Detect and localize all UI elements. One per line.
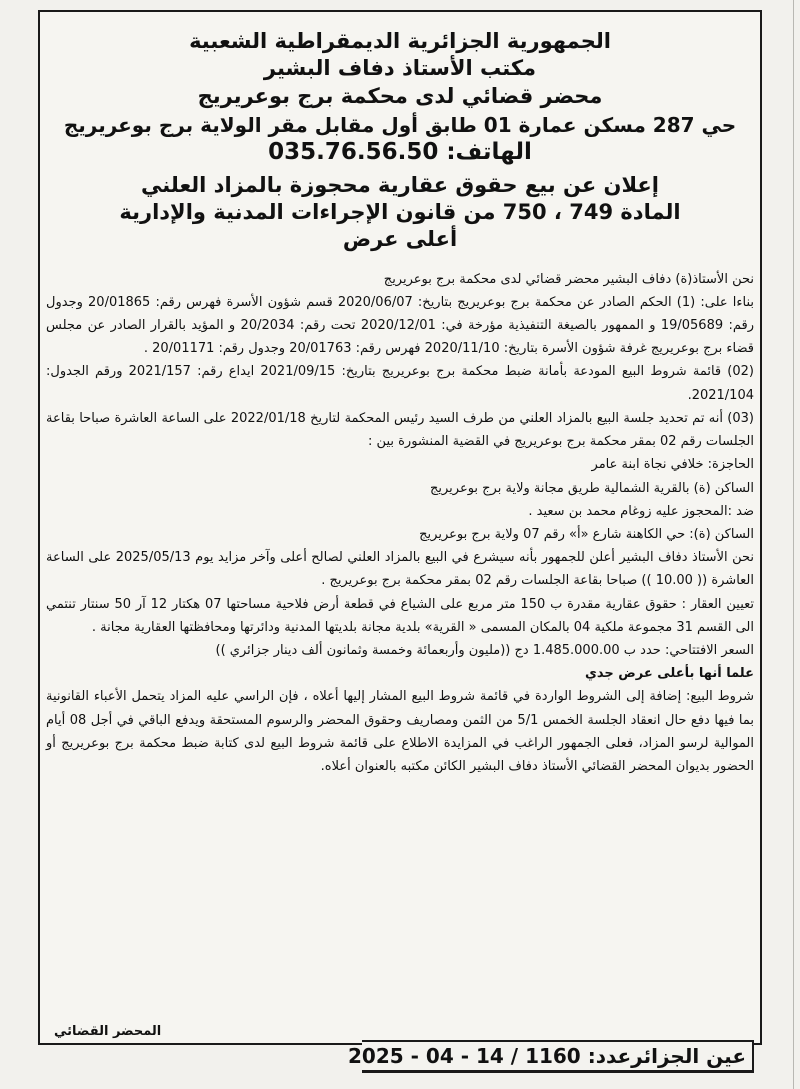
- seized-party: ضد :المحجوز عليه زوغام محمد بن سعيد .: [528, 503, 754, 519]
- auction-announcement: نحن الأستاذ دفاف البشير أعلن للجمهور بأنه سيشرع في البيع بالمزاد العلني لصالح أعلى وآخر مزايد يوم 2025/05/13 على الساعة العاشرة (( 10.00 )) صباحا بقاعة الجلسات رقم 02 بمقر محكمة برج بوعريريج .: [46, 550, 754, 589]
- legal-articles: المادة 749 ، 750 من قانون الإجراءات المدنية والإدارية: [119, 200, 681, 225]
- intro-paragraph: نحن الأستاذ(ة) دفاف البشير محضر قضائي لدى محكمة برج بوعريريج: [383, 271, 754, 287]
- seizing-party-address: الساكن (ة) بالقرية الشمالية طريق مجانة ولاية برج بوعريريج: [429, 480, 754, 496]
- notice-title: إعلان عن بيع حقوق عقارية محجوزة بالمزاد العلني: [141, 172, 659, 197]
- bailiff-signature: المحضر القضائي: [54, 1024, 162, 1039]
- auction-notice: [38, 10, 762, 1045]
- office-phone: الهاتف: 035.76.56.50: [268, 138, 532, 165]
- page-edge-line: [793, 0, 794, 1089]
- property-description: تعيين العقار : حقوق عقارية مقدرة ب 150 متر مربع على الشياع في قطعة أرض فلاحية مساحتها 07 هكتار 12 آر 50 سنتار تنتمي الى القسم 31 مجموعة ملكية 04 بالمكان المسمى « القرية» بلدية مجانة بلديتها المدنية ودائرتها ومحافظتها العقارية مجانة .: [46, 596, 755, 635]
- republic-title: الجمهورية الجزائرية الديمقراطية الشعبية: [189, 29, 611, 53]
- opening-price: السعر الافتتاحي: حدد ب 1.485.000.00 دج ((مليون وأربعمائة وخمسة وثمانون ألف دينار جزائري )): [215, 642, 754, 658]
- session-paragraph: (03) أنه تم تحديد جلسة البيع بالمزاد العلني من طرف السيد رئيس المحكمة لتاريخ 2022/01/18 على الساعة العاشرة صباحا بقاعة الجلسات رقم 02 بمقر محكمة برج بوعريريج في القضية المنشورة بين :: [46, 410, 754, 450]
- judgment-paragraph: بناءا على: (1) الحكم الصادر عن محكمة برج بوعريريج بتاريخ: 2020/06/07 قسم شؤون الأسرة فهرس رقم: 20/01865 وجدول رقم: 19/05689 و الممهور بالصيغة التنفيذية مؤرخة في: 2020/12/01 تحت رقم: 20/2034 و المؤيد بالقرار الصادر عن مجلس قضاء برج بوعريريج غرفة شؤون الأسرة بتاريخ: 2020/11/10 فهرس رقم: 20/01763 وجدول رقم: 20/01171 .: [46, 294, 755, 357]
- office-name: مكتب الأستاذ دفاف البشير: [263, 56, 537, 81]
- seized-party-address: الساكن (ة): حي الكاهنة شارع «أ» رقم 07 ولاية برج بوعريريج: [419, 526, 754, 542]
- seizing-party: الحاجزة: خلافي نجاة ابنة عامر: [591, 457, 754, 473]
- sale-terms-paragraph: شروط البيع: إضافة إلى الشروط الواردة في قائمة شروط البيع المشار إليها أعلاه ، فإن الراسي عليه المزاد يتحمل الأعباء القانونية بما فيها دفع حال انعقاد الجلسة الخمس 5/1 من الثمن ومصاريف وحقوق المحضر والرسوم المستحقة ويدفع الباقي في أجل 08 أيام الموالية لرسو المزاد، فعلى الجمهور الراغب في المزايدة الاطلاع على قائمة شروط البيع لدى كتابة ضبط محكمة برج بوعريريج أو الحضور بديوان المحضر القضائي الأستاذ دفاف البشير الكائن مكتبه بالعنوان أعلاه.: [46, 689, 754, 774]
- office-address: حي 287 مسكن عمارة 01 طابق أول مقابل مقر الولاية برج بوعريريج: [63, 112, 737, 137]
- publication-reference: عين الجزائرعدد: 1160 / 14 - 04 - 2025: [362, 1040, 754, 1073]
- bailiff-title: محضر قضائي لدى محكمة برج بوعريريج: [197, 83, 603, 108]
- highest-bid-title: أعلى عرض: [342, 227, 458, 252]
- sale-conditions-paragraph: (02) قائمة شروط البيع المودعة بأمانة ضبط محكمة برج بوعريريج بتاريخ: 2021/09/15 ايداع رقم: 2021/157 ورقم الجدول: 2021/104.: [46, 364, 754, 403]
- highest-bid-note: علما أنها بأعلى عرض جدي: [584, 666, 754, 682]
- notice-body: [46, 268, 754, 778]
